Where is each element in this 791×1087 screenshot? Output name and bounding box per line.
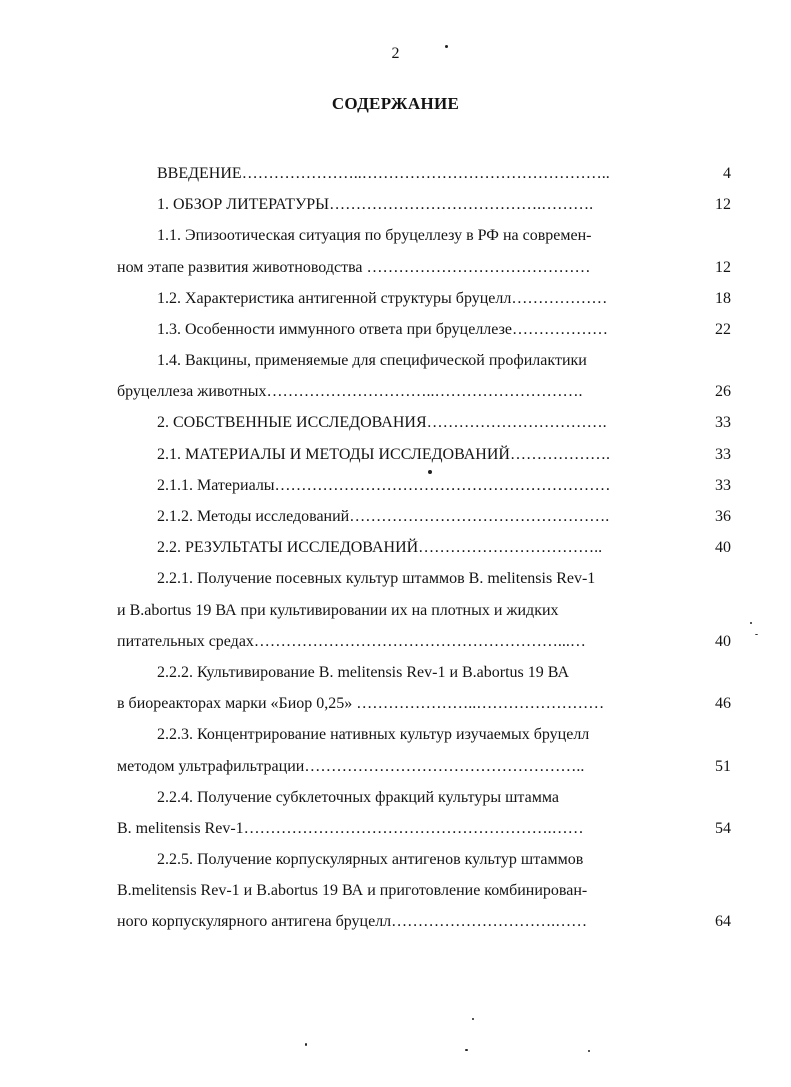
toc-entry-page: 33 (715, 476, 731, 494)
toc-entry-line: 2.2.2. Культивирование B. melitensis Rev-1 и B.abortus 19 ВА (157, 664, 569, 681)
scan-speck (755, 634, 758, 635)
toc-entry (117, 626, 731, 657)
toc-entry-text: B. melitensis Rev-1………………………………………………….…… (117, 819, 584, 837)
toc-entry-page: 40 (715, 539, 731, 557)
toc-entry-page: 33 (715, 445, 731, 463)
toc-entry-line: 1.4. Вакцины, применяемые для специфической профилактики (157, 352, 587, 370)
toc-entry-page: 64 (715, 913, 731, 931)
toc-entry-text: 1. ОБЗОР ЛИТЕРАТУРЫ………………………………….………. (157, 196, 594, 214)
toc-entry-page: 40 (715, 632, 731, 650)
table-of-contents (117, 158, 731, 938)
scan-speck (472, 1018, 474, 1020)
toc-entry (117, 283, 731, 314)
toc-entry (117, 158, 731, 189)
toc-entry-page: 22 (715, 320, 731, 338)
scan-speck (428, 470, 432, 474)
toc-entry (117, 470, 731, 501)
toc-entry-page: 12 (715, 258, 731, 276)
toc-entry-line: и B.abortus 19 ВА при культивировании их на плотных и жидких (117, 601, 559, 619)
toc-entry-text: 1.2. Характеристика антигенной структуры бруцелл……………… (157, 289, 608, 307)
scan-speck (305, 1043, 307, 1046)
toc-entry (117, 532, 731, 563)
scan-speck (588, 1050, 590, 1052)
toc-entry-text: ВВЕДЕНИЕ…………………..……………………………………….. (157, 164, 610, 182)
toc-entry-text: 2.1.2. Методы исследований…………………………………………. (157, 508, 610, 526)
toc-entry-page: 46 (715, 695, 731, 713)
toc-entry (117, 751, 731, 782)
toc-entry (117, 314, 731, 345)
toc-entry-text: в биореакторах марки «Биор 0,25» …………………..…………………… (117, 695, 605, 713)
toc-entry-page: 18 (715, 289, 731, 307)
toc-entry (117, 907, 731, 938)
toc-entry-text: ного корпускулярного антигена бруцелл………………………….…… (117, 913, 588, 931)
page-title: СОДЕРЖАНИЕ (331, 94, 460, 113)
toc-entry (117, 408, 731, 439)
toc-entry-line: 2.2.1. Получение посевных культур штаммов B. melitensis Rev-1 (157, 570, 596, 588)
page-number: 2 (391, 45, 400, 62)
toc-entry-text: 2. СОБСТВЕННЫЕ ИССЛЕДОВАНИЯ……………………………. (157, 414, 607, 432)
toc-entry (117, 189, 731, 220)
scan-speck (445, 45, 448, 48)
toc-entry-page: 12 (715, 196, 731, 214)
toc-entry-text: 2.1.1. Материалы……………………………………………………… (157, 476, 611, 494)
toc-entry-line: 2.2.4. Получение субклеточных фракций культуры штамма (157, 788, 559, 806)
toc-entry-text: 2.1. МАТЕРИАЛЫ И МЕТОДЫ ИССЛЕДОВАНИЙ………………. (157, 445, 610, 463)
toc-entry-line: 2.2.5. Получение корпускулярных антигенов культур штаммов (157, 851, 584, 869)
toc-entry-page: 33 (715, 414, 731, 432)
toc-entry-page: 36 (715, 508, 731, 526)
toc-entry-line: B.melitensis Rev-1 и B.abortus 19 ВА и приготовление комбинирован- (117, 882, 588, 900)
toc-entry (117, 501, 731, 532)
toc-entry-text: 2.2. РЕЗУЛЬТАТЫ ИССЛЕДОВАНИЙ…………………………….. (157, 539, 603, 557)
toc-entry-page: 26 (715, 383, 731, 401)
toc-entry-page: 51 (715, 757, 731, 775)
toc-entry (117, 688, 731, 719)
toc-entry-page: 54 (715, 819, 731, 837)
toc-entry-text: бруцеллеза животных…………………………..………………………. (117, 383, 583, 401)
toc-entry-page: 4 (723, 164, 731, 182)
toc-entry (117, 376, 731, 407)
toc-entry-line: 2.2.3. Концентрирование нативных культур изучаемых бруцелл (157, 726, 590, 744)
toc-entry-text: питательных средах…………………………………………………...… (117, 632, 586, 650)
toc-entry-text: 1.3. Особенности иммунного ответа при бруцеллезе……………… (157, 320, 609, 338)
toc-entry (117, 252, 731, 283)
scan-speck (465, 1049, 468, 1051)
toc-entry-line: 1.1. Эпизоотическая ситуация по бруцеллезу в РФ на современ- (157, 227, 592, 245)
scan-speck (750, 622, 752, 624)
toc-entry-text: методом ультрафильтрации…………………………………………….. (117, 757, 585, 775)
toc-entry (117, 439, 731, 470)
toc-entry (117, 813, 731, 844)
toc-entry-text: ном этапе развития животноводства …………………………………… (117, 258, 591, 276)
